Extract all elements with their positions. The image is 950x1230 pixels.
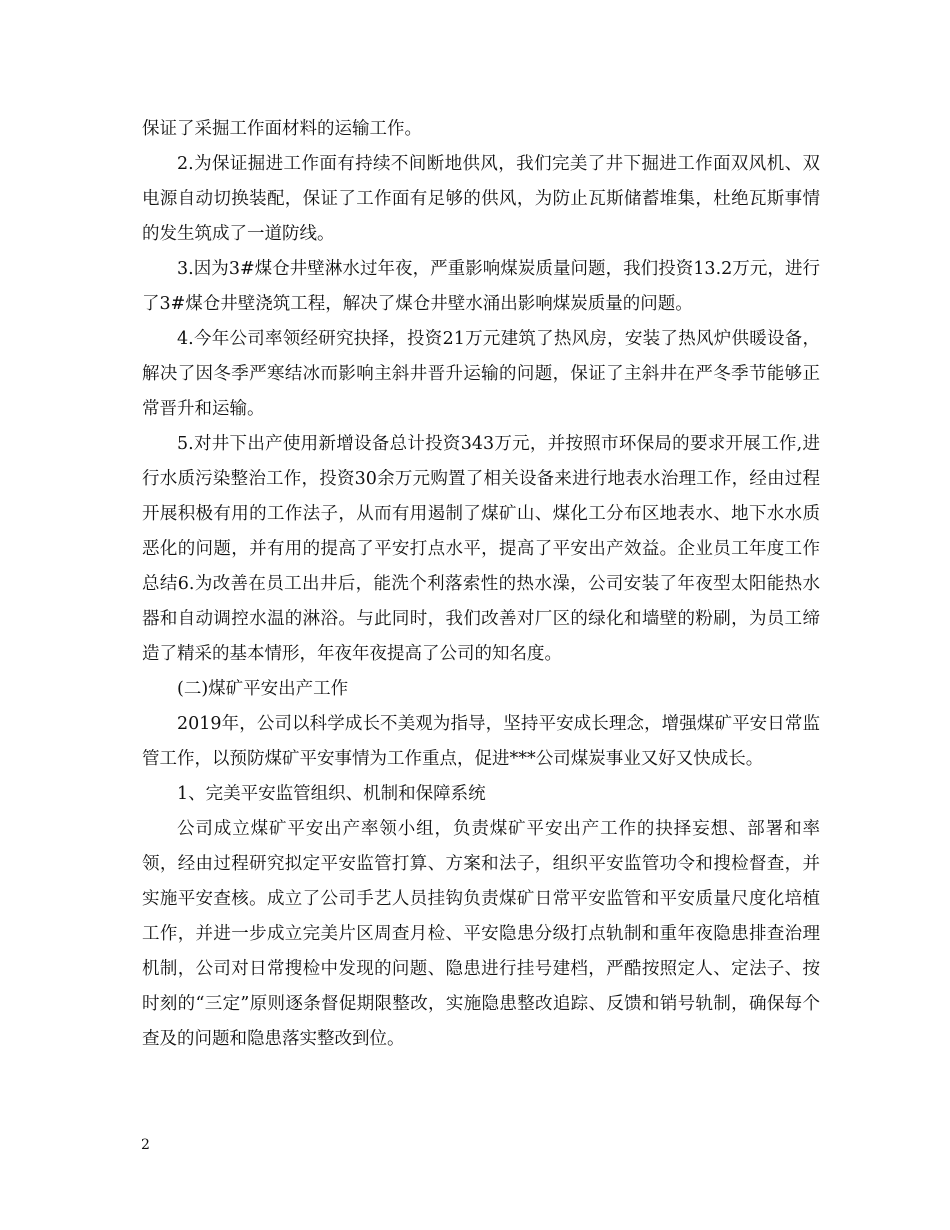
paragraph-7: 公司成立煤矿平安出产率领小组，负责煤矿平安出产工作的抉择妄想、部署和率领，经由过程研究拟定平安监管打算、方案和法子，组织平安监管功令和搜检督查，并实施平安查核。成立了公司手艺人员挂钩负责煤矿日常平安监管和平安质量尺度化培植工作，并进一步成立完美片区周查月检、平安隐患分级打点轨制和重年夜隐患排查治理机制，公司对日常搜检中发现的问题、隐患进行挂号建档，严酷按照定人、定法子、按时刻的“三定”原则逐条督促期限整改，实施隐患整改追踪、反馈和销号轨制，确保每个查及的问题和隐患落实整改到位。	[142, 819, 820, 1049]
paragraph-5: 5.对井下出产使用新增设备总计投资343万元，并按照市环保局的要求开展工作,进行水质污染整治工作，投资30余万元购置了相关设备来进行地表水治理工作，经由过程开展积极有用的工作法子，从而有用遏制了煤矿山、煤化工分布区地表水、地下水水质恶化的问题，并有用的提高了平安打点水平，提高了平安出产效益。企业员工年度工作总结6.为改善在员工出井后，能洗个利落索性的热水澡，公司安装了年夜型太阳能热水器和自动调控水温的淋浴。与此同时，我们改善对厂区的绿化和墙壁的粉刷，为员工缔造了精采的基本情形，年夜年夜提高了公司的知名度。	[142, 434, 820, 664]
paragraph-2: 2.为保证掘进工作面有持续不间断地供风，我们完美了井下掘进工作面双风机、双电源自动切换装配，保证了工作面有足够的供风，为防止瓦斯储蓄堆集，杜绝瓦斯事情的发生筑成了一道防线。	[142, 154, 820, 244]
page-number: 2	[141, 1137, 150, 1153]
section-heading-2: (二)煤矿平安出产工作	[177, 679, 349, 699]
paragraph-3: 3.因为3#煤仓井壁淋水过年夜，严重影响煤炭质量问题，我们投资13.2万元，进行了3#煤仓井壁浇筑工程，解决了煤仓井壁水涌出影响煤炭质量的问题。	[142, 259, 820, 314]
subsection-heading-1: 1、完美平安监管组织、机制和保障系统	[177, 784, 486, 804]
paragraph-1: 保证了采掘工作面材料的运输工作。	[142, 119, 422, 139]
paragraph-6: 2019年，公司以科学成长不美观为指导，坚持平安成长理念，增强煤矿平安日常监管工作，以预防煤矿平安事情为工作重点，促进***公司煤炭事业又好又快成长。	[142, 714, 820, 769]
body-text	[142, 112, 820, 1057]
paragraph-4: 4.今年公司率领经研究抉择，投资21万元建筑了热风房，安装了热风炉供暖设备，解决了因冬季严寒结冰而影响主斜井晋升运输的问题，保证了主斜井在严冬季节能够正常晋升和运输。	[142, 329, 820, 419]
